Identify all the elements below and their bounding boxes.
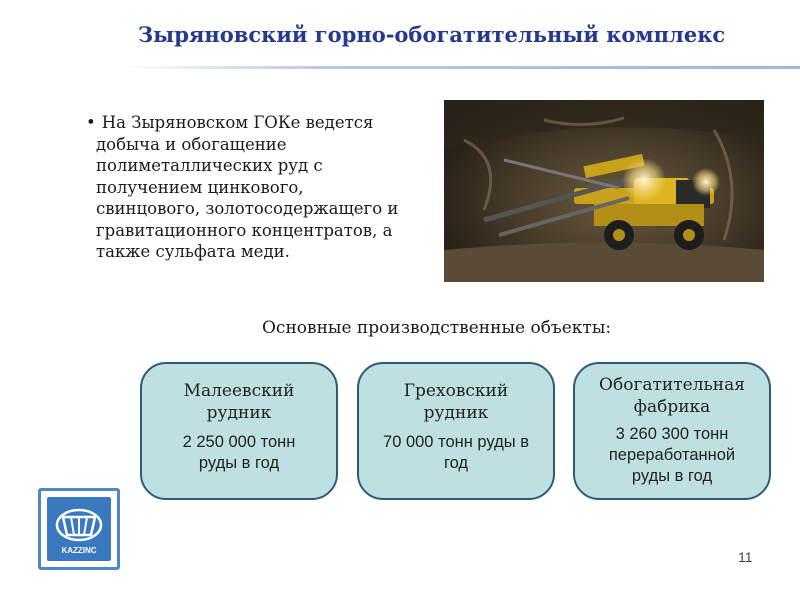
bullet-line-6: гравитационного концентратов, а <box>96 220 393 240</box>
logo-wordmark: KAZZINC <box>61 546 97 555</box>
objects-heading: Основные производственные объекты: <box>262 318 612 338</box>
object-card-processing-plant <box>573 362 771 500</box>
object-name: Малеевский рудник <box>183 381 295 423</box>
bullet-line-7: также сульфата меди. <box>96 242 290 261</box>
object-card-grekhovsky-mine <box>357 362 555 500</box>
description-bullet <box>86 112 436 263</box>
kazzinc-logo <box>38 488 120 570</box>
bullet-line-1: • На Зыряновском ГОКе ведется <box>86 113 374 132</box>
object-name: Греховский рудник <box>403 381 509 423</box>
object-name: Обогатительная фабрика <box>599 375 745 417</box>
page-number: 11 <box>738 549 753 565</box>
object-card-maleevsky-mine <box>140 362 338 500</box>
slide-title: Зыряновский горно-обогатительный комплекс <box>138 22 726 47</box>
mining-rig-photo <box>444 100 764 282</box>
drilling-rig-icon <box>444 100 764 282</box>
title-underline <box>120 66 800 69</box>
object-capacity: 2 250 000 тонн руды в год <box>182 433 296 472</box>
bullet-line-2: добыча и обогащение <box>96 134 287 154</box>
bullet-line-3: полиметаллических руд с <box>96 156 323 175</box>
object-capacity: 70 000 тонн руды в год <box>383 433 529 472</box>
bullet-line-5: свинцового, золотосодержащего и <box>96 199 399 218</box>
kazzinc-emblem-icon <box>47 497 111 561</box>
logo-emblem <box>47 497 111 561</box>
bullet-line-4: получением цинкового, <box>96 177 304 197</box>
object-capacity: 3 260 300 тонн переработанной руды в год <box>608 425 736 485</box>
bullet-dot-icon: • <box>86 113 96 132</box>
